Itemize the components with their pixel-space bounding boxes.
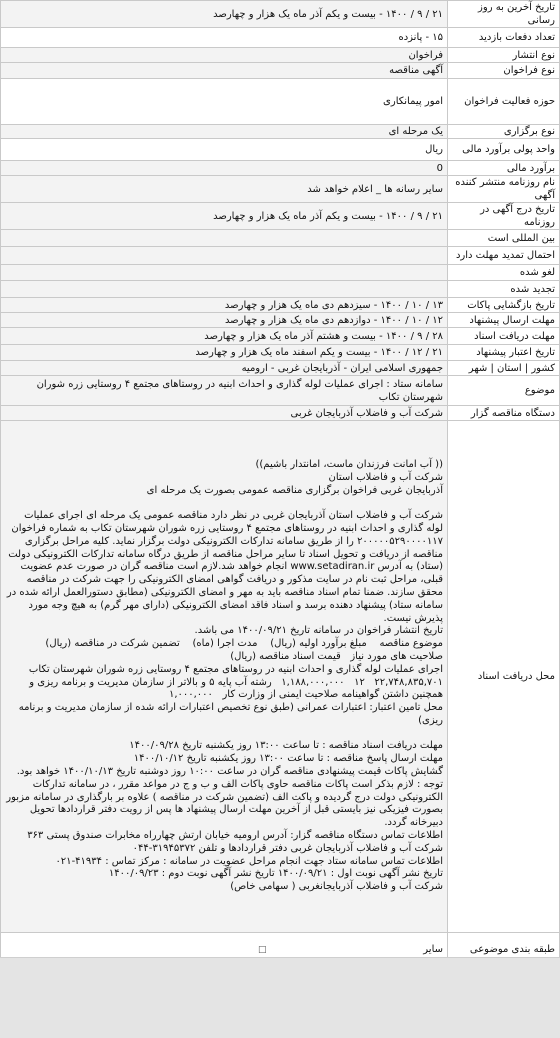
row-label: واحد پولی برآورد مالی	[448, 139, 560, 161]
row-value: جمهوری اسلامی ایران - آذربایجان غربی - ارومیه	[1, 361, 448, 376]
row-location	[1, 361, 560, 376]
row-label: تاریخ آخرین به روز رسانی	[448, 1, 560, 28]
row-value: 0	[1, 161, 448, 176]
small-square-glyph: □	[258, 945, 267, 955]
row-publish-type	[1, 48, 560, 63]
row-renewed	[1, 281, 560, 298]
row-estimate	[1, 161, 560, 176]
row-value: امور پیمانکاری	[1, 79, 448, 125]
row-label: مهلت دریافت اسناد	[448, 328, 560, 345]
row-label: تعداد دفعات بازدید	[448, 28, 560, 48]
row-currency	[1, 139, 560, 161]
row-value: ۲۸ / ۹ / ۱۴۰۰ - بیست و هشتم آذر ماه یک هزار و چهارصد	[1, 328, 448, 345]
row-value: ریال	[1, 139, 448, 161]
row-label: حوزه فعالیت فراخوان	[448, 79, 560, 125]
row-value: ۲۱ / ۹ / ۱۴۰۰ - بیست و یکم آذر ماه یک هزار و چهارصد	[1, 1, 448, 28]
page-footer	[0, 957, 560, 1038]
row-newspaper-date	[1, 203, 560, 230]
row-last-update	[1, 1, 560, 28]
row-activity-field	[1, 79, 560, 125]
row-value: ۱۵ - پانزده	[1, 28, 448, 48]
row-value: ۲۱ / ۹ / ۱۴۰۰ - بیست و یکم آذر ماه یک هزار و چهارصد	[1, 203, 448, 230]
row-newspaper	[1, 176, 560, 203]
row-label: نام روزنامه منتشر کننده آگهی	[448, 176, 560, 203]
row-label: تاریخ درج آگهی در روزنامه	[448, 203, 560, 230]
row-value	[1, 265, 448, 281]
row-visit-count	[1, 28, 560, 48]
row-value: شرکت آب و فاضلاب آذربایجان غربی	[1, 406, 448, 421]
row-holding-type	[1, 125, 560, 139]
row-opening-date	[1, 298, 560, 313]
row-label: مهلت ارسال پیشنهاد	[448, 313, 560, 328]
row-label: کشور | استان | شهر	[448, 361, 560, 376]
row-label: موضوع	[448, 376, 560, 406]
row-label: بین المللی است	[448, 230, 560, 247]
row-label: دستگاه مناقصه گزار	[448, 406, 560, 421]
row-subject	[1, 376, 560, 406]
row-label: احتمال تمدید مهلت دارد	[448, 247, 560, 265]
row-validity	[1, 345, 560, 361]
row-label: طبقه بندی موضوعی	[448, 933, 560, 966]
row-label: محل دریافت اسناد	[448, 421, 560, 933]
row-value: ۱۲ / ۱۰ / ۱۴۰۰ - دوازدهم دی ماه یک هزار و چهارصد	[1, 313, 448, 328]
row-value: یک مرحله ای	[1, 125, 448, 139]
row-docs-location	[1, 421, 560, 933]
row-label: تجدید شده	[448, 281, 560, 298]
tender-body-text: (( آب امانت فرزندان ماست، امانتدار باشیم)) شرکت آب و فاضلاب استان آذربایجان غربی فراخوان برگزاری مناقصه عمومی بصورت یک مرحله ای شرکت آب و فاضلاب استان آذربایجان غربی در نظر دارد مناقصه عمومی یک مرحله ای اجرای عملیات لوله گذاری و احداث ابنیه در روستاهای مجتمع ۴ روستایی زره شوران شهرستان تکاب به شماره فراخوان ۲۰۰۰۰۰۵۲۹۰۰۰۰۱۱۷ را از طریق سامانه تدارکات الکترونیکی دولت برگزار نماید. کلیه مراحل برگزاری مناقصه از دریافت و تحویل اسناد تا سایر مراحل مناقصه از طریق درگاه سامانه تدارکات الکترونیکی دولت (ستاد) به آدرس www.setadiran.ir انجام خواهد شد.لازم است مناقصه گران در صورت عدم عضویت قبلی، مراحل ثبت نام در سایت مذکور و دریافت گواهی امضای الکترونیکی را جهت شرکت در مناقصه محقق سازند. ضمنا تمام اسناد مناقصه باید به مهر و امضای الکترونیکی (مطابق دستورالعمل ارائه شده در سامانه ستاد) پیشنهاد دهنده برسد و اسناد فاقد امضای الکترونیکی (دارای مهر گرم) به هیچ وجه مورد پذیرش نیست. تاریخ انتشار فراخوان در سامانه تاریخ ۱۴۰۰/۰۹/۲۱ می باشد. موضوع مناقصه مبلغ برآورد اولیه (ریال) مدت اجرا (ماه) تضمین شرکت در مناقصه (ریال) صلاحیت های مورد نیاز قیمت اسناد مناقصه (ریال) اجرای عملیات لوله گذاری و احداث ابنیه در روستاهای مجتمع ۴ روستایی زره شوران شهرستان تکاب ۲۲,۷۴۸,۸۳۵,۷۰۱ ۱۲ ۱,۱۸۸,۰۰۰,۰۰۰ رشته آب پایه ۵ و بالاتر از سازمان مدیریت و برنامه ریزی و همچنین داشتن گواهینامه صلاحیت ایمنی از وزارت کار ۱,۰۰۰,۰۰۰ محل تامین اعتبار: اعتبارات عمرانی (طبق نوع تخصیص اعتبارات ارائه شده از سازمان مدیریت و برنامه ریزی) مهلت دریافت اسناد مناقصه : تا ساعت ۱۳:۰۰ روز یکشنبه تاریخ ۱۴۰۰/۰۹/۲۸ مهلت ارسال پاسخ مناقصه : تا ساعت ۱۳:۰۰ روز یکشنبه تاریخ ۱۴۰۰/۱۰/۱۲ گشایش پاکات قیمت پیشنهادی مناقصه گران در ساعت ۱۰:۰۰ روز دوشنبه تاریخ ۱۴۰۰/۱۰/۱۳ خواهد بود. توجه : لازم بذکر است پاکات مناقصه حاوی پاکات الف و ب و ج در مواعد مقرر ، در سامانه تدارکات الکترونیکی دولت درج گردیده و پاکت الف (تضمین شرکت در مناقصه ) علاوه بر بارگذاری در سامانه مزبور بصورت فیزیکی نیز بایستی قبل از آخرین مهلت ارسال پیشنهاد ها پس از رویت دفتر قراردادها تحویل دبیرخانه گردد. اطلاعات تماس دستگاه مناقصه گزار: آدرس ارومیه خیابان ارتش چهارراه مخابرات صندوق پستی ۳۶۳ شرکت آب و فاضلاب آذربایجان غربی دفتر قراردادها و تلفن ۳۱۹۴۵۳۷۲-۰۴۴ اطلاعات تماس سامانه ستاد جهت انجام مراحل عضویت در سامانه : مرکز تماس : ۴۱۹۳۴-۰۲۱ تاریخ نشر آگهی نوبت اول : ۱۴۰۰/۰۹/۲۱ تاریخ نشر آگهی نوبت دوم : ۱۴۰۰/۰۹/۲۳ شرکت آب و فاضلاب آذربایجانغربی ( سهامی خاص)	[6, 458, 443, 893]
row-label: تاریخ اعتبار پیشنهاد	[448, 345, 560, 361]
row-value: ۱۳ / ۱۰ / ۱۴۰۰ - سیزدهم دی ماه یک هزار و چهارصد	[1, 298, 448, 313]
row-value: ۲۱ / ۱۲ / ۱۴۰۰ - بیست و یکم اسفند ماه یک هزار و چهارصد	[1, 345, 448, 361]
row-value	[1, 281, 448, 298]
row-label: لغو شده	[448, 265, 560, 281]
row-submit-deadline	[1, 313, 560, 328]
row-docs-deadline	[1, 328, 560, 345]
row-cancelled	[1, 265, 560, 281]
row-value	[1, 247, 448, 265]
row-value: آگهی مناقصه	[1, 63, 448, 79]
row-value: سایر رسانه ها _ اعلام خواهد شد	[1, 176, 448, 203]
row-call-type	[1, 63, 560, 79]
row-value: سایر	[1, 933, 448, 966]
row-extension	[1, 247, 560, 265]
row-value	[1, 230, 448, 247]
row-international	[1, 230, 560, 247]
row-value: فراخوان	[1, 48, 448, 63]
row-value	[1, 421, 448, 933]
row-label: نوع انتشار	[448, 48, 560, 63]
row-label: برآورد مالی	[448, 161, 560, 176]
row-label: نوع برگزاری	[448, 125, 560, 139]
row-value: سامانه ستاد : اجرای عملیات لوله گذاری و احداث ابنیه در روستاهای مجتمع ۴ روستایی زره شوران شهرستان تکاب	[1, 376, 448, 406]
row-label: تاریخ بازگشایی پاکات	[448, 298, 560, 313]
row-organization	[1, 406, 560, 421]
row-label: نوع فراخوان	[448, 63, 560, 79]
